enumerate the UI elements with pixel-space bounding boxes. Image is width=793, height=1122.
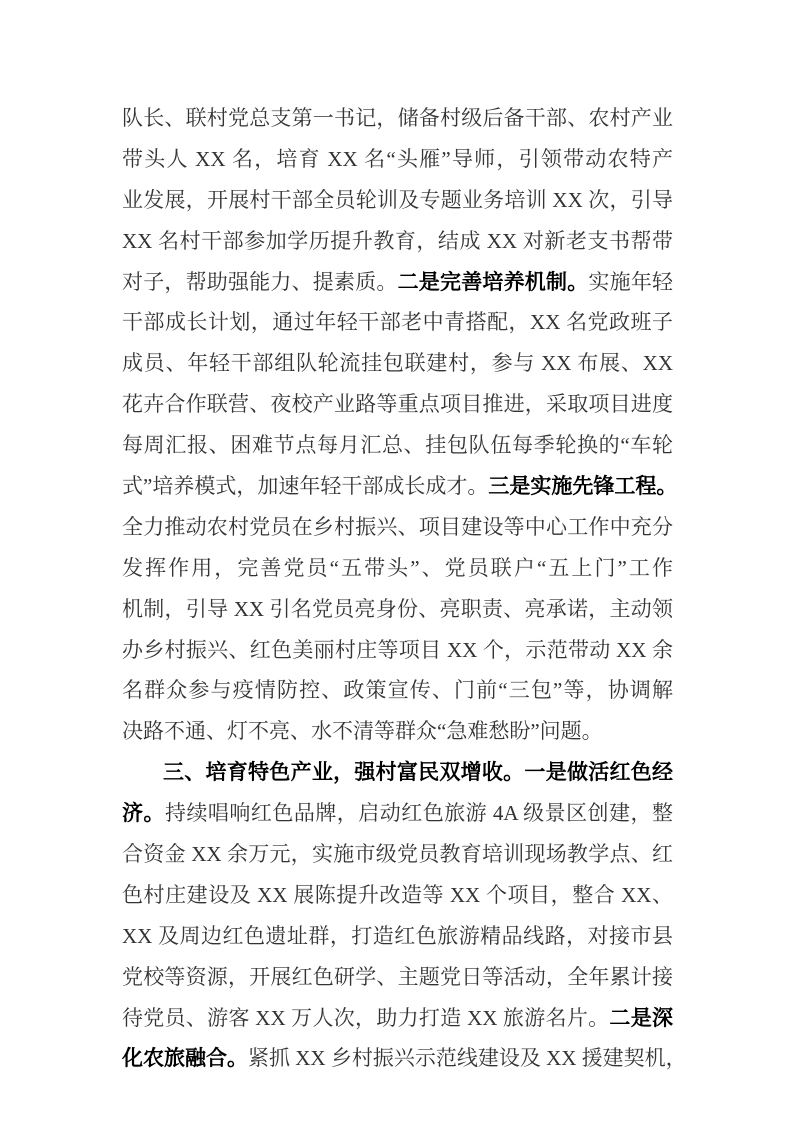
body-text: 名群众参与疫情防控、政策宣传、门前“三包”等，协调解 — [122, 678, 673, 703]
text-line — [122, 875, 673, 916]
text-line — [122, 302, 673, 343]
text-line — [122, 589, 673, 630]
body-text: 决路不通、灯不亮、水不清等群众“急难愁盼”问题。 — [122, 719, 603, 744]
text-line — [122, 998, 673, 1039]
body-text: 式”培养模式，加速年轻干部成长成才。 — [122, 474, 489, 499]
bold-heading-text: 二是深 — [609, 1005, 673, 1030]
body-text: 实施年轻 — [588, 269, 674, 294]
body-text: 干部成长计划，通过年轻干部老中青搭配，XX 名党政班子 — [122, 310, 673, 335]
text-line — [122, 384, 673, 425]
text-line — [122, 834, 673, 875]
body-text: 业发展，开展村干部全员轮训及专题业务培训 XX 次，引导 — [122, 187, 673, 212]
body-text: 发挥作用，完善党员“五带头”、党员联户“五上门”工作 — [122, 555, 673, 580]
body-text: 对子，帮助强能力、提素质。 — [122, 269, 398, 294]
text-line — [122, 180, 673, 221]
body-text: 合资金 XX 余万元，实施市级党员教育培训现场教学点、红 — [122, 842, 673, 867]
bold-heading-text: 三是实施先锋工程。 — [488, 474, 678, 499]
text-line — [122, 262, 673, 303]
body-text: 每周汇报、困难节点每月汇总、挂包队伍每季轮换的“车轮 — [122, 433, 673, 458]
bold-heading-text: 三、培育特色产业，强村富民双增收。一是做活红色经 — [163, 760, 673, 785]
text-line — [122, 1038, 687, 1079]
text-line — [122, 425, 673, 466]
body-text: 紧抓 XX 乡村振兴示范线建设及 XX 援建契机， — [248, 1046, 687, 1071]
text-line — [122, 630, 673, 671]
body-text: 待党员、游客 XX 万人次，助力打造 XX 旅游名片。 — [122, 1005, 610, 1030]
body-text: 持续唱响红色品牌，启动红色旅游 4A 级景区创建，整 — [164, 801, 673, 826]
text-line — [122, 98, 673, 139]
bold-heading-text: 济。 — [122, 801, 165, 826]
text-line — [122, 793, 673, 834]
text-line — [122, 507, 673, 548]
document-body — [122, 98, 687, 1079]
body-text: XX 及周边红色遗址群，打造红色旅游精品线路，对接市县 — [122, 923, 673, 948]
text-line — [122, 916, 673, 957]
text-line — [122, 670, 673, 711]
text-line — [122, 343, 673, 384]
body-text: 办乡村振兴、红色美丽村庄等项目 XX 个，示范带动 XX 余 — [122, 637, 673, 662]
text-line — [122, 221, 673, 262]
body-text: 队长、联村党总支第一书记，储备村级后备干部、农村产业 — [122, 106, 673, 130]
bold-heading-text: 二是完善培养机制。 — [397, 269, 589, 294]
text-line — [122, 752, 673, 793]
text-line — [122, 466, 678, 507]
body-text: 党校等资源，开展红色研学、主题党日等活动，全年累计接 — [122, 964, 673, 989]
body-text: 花卉合作联营、夜校产业路等重点项目推进，采取项目进度 — [122, 392, 673, 417]
text-line — [122, 139, 673, 180]
text-line — [122, 711, 673, 752]
text-line — [122, 548, 673, 589]
body-text: 成员、年轻干部组队轮流挂包联建村，参与 XX 布展、XX — [122, 351, 673, 376]
body-text: 全力推动农村党员在乡村振兴、项目建设等中心工作中充分 — [122, 514, 673, 539]
body-text: XX 名村干部参加学历提升教育，结成 XX 对新老支书帮带 — [122, 228, 673, 253]
body-text: 带头人 XX 名，培育 XX 名“头雁”导师，引领带动农特产 — [122, 146, 673, 171]
text-line — [122, 957, 673, 998]
bold-heading-text: 化农旅融合。 — [122, 1046, 248, 1071]
body-text: 机制，引导 XX 引名党员亮身份、亮职责、亮承诺，主动领 — [122, 596, 673, 621]
body-text: 色村庄建设及 XX 展陈提升改造等 XX 个项目，整合 XX、 — [122, 882, 673, 907]
